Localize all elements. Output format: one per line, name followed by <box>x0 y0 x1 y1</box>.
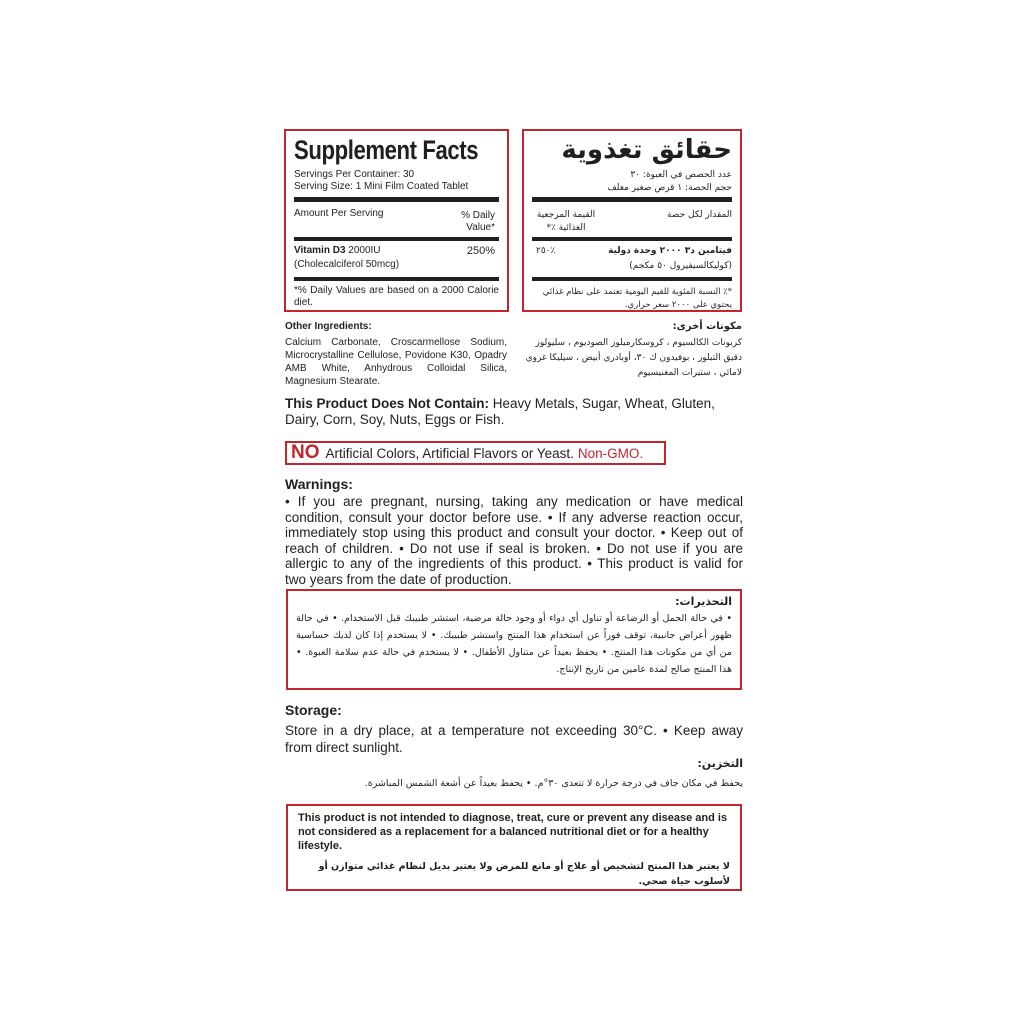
daily-value-header-en: % Daily Value* <box>461 210 495 233</box>
warnings-heading-ar: التحذيرات: <box>675 595 732 608</box>
no-banner-text: Artificial Colors, Artificial Flavors or Yeast. <box>325 445 574 461</box>
warnings-en <box>285 476 743 587</box>
disclaimer-panel <box>286 804 742 891</box>
storage-heading-en: Storage: <box>285 702 342 718</box>
divider-thick <box>532 197 732 202</box>
divider-thick <box>294 237 499 241</box>
storage-heading-ar: التخزين: <box>697 757 743 770</box>
servings-per-container-ar: عدد الحصص في العبوة: ٣٠ <box>630 170 732 180</box>
other-ingredients-heading-ar: مكونات أخرى: <box>672 321 742 332</box>
disclaimer-en: This product is not intended to diagnose, treat, cure or prevent any disease and is not considered as a replacement for a balanced nutritional diet or for a healthy lifestyle. <box>298 812 728 852</box>
supplement-facts-panel-ar <box>522 129 742 312</box>
facts-title-ar: حقائق تغذوية <box>561 135 732 165</box>
divider-thick <box>532 277 732 281</box>
storage-en <box>285 702 743 756</box>
warnings-heading-en: Warnings: <box>285 476 353 492</box>
warnings-text-ar: • في حالة الحمل أو الرضاعة أو تناول أي دواء أو وجود حالة مرضية، استشر طبيبك قبل الاستخدام. • في حالة ظهور أعراض جانبية، توقف فوراً عن استخدام هذا المنتج واستشر طبيبك. • لا يستخدم إذا كان لديك حساسية من أي من مكونات هذا المنتج. • يحفظ بعيداً عن متناول الأطفال. • لا يستخدم في حالة عدم سلامة العبوة. • هذا المنتج صالح لمدة عامين من تاريخ الإنتاج. <box>296 613 732 675</box>
servings-per-container-en: Servings Per Container: 30 <box>294 169 415 180</box>
does-not-contain <box>285 396 745 427</box>
nutrient-detail-en: (Cholecalciferol 50mcg) <box>294 259 400 270</box>
does-not-contain-label: This Product Does Not Contain: <box>285 396 489 411</box>
amount-per-serving-en: Amount Per Serving <box>294 208 384 219</box>
supplement-facts-panel-en <box>284 129 509 312</box>
serving-size-ar: حجم الحصة: ١ قرص صغير مغلف <box>607 183 732 193</box>
warnings-text-en: • If you are pregnant, nursing, taking any medication or have medical condition, consult your doctor before use. • If any adverse reaction occur, immediately stop using this product and consult your doctor. • Keep out of reach of children. • Do not use if seal is broken. • Do not use if you are allergic to any of the ingredients of this product. • This product is valid for two years from the date of production. <box>285 494 743 587</box>
daily-value-header-ar: القيمة المرجعية الغذائية ٪* <box>536 210 596 233</box>
divider-thick <box>532 237 732 241</box>
non-gmo-label: Non-GMO. <box>577 445 644 461</box>
other-ingredients-text-en: Calcium Carbonate, Croscarmellose Sodium, Microcrystalline Cellulose, Povidone K30, Opadry AMB White, Anhydrous Colloidal Silica, Magnesium Stearate. <box>285 337 507 387</box>
nutrient-amount-en: 2000IU <box>348 245 381 256</box>
facts-title-en: Supplement Facts <box>294 135 479 165</box>
nutrient-detail-ar: (كوليكالسيفيرول ٥٠ مكجم) <box>629 261 732 271</box>
nutrient-dv-en: 250% <box>466 245 495 257</box>
does-not-contain-text: Heavy Metals, Sugar, Wheat, Gluten, Dairy, Corn, Soy, Nuts, Eggs or Fish. <box>285 396 715 427</box>
disclaimer-ar: لا يعتبر هذا المنتج لتشخيص أو علاج أو مانع للمرض ولا يعتبر بديل لنظام غذائي متوازن أو لأسلوب حياة صحي. <box>318 861 730 887</box>
nutrient-row-en <box>294 245 494 257</box>
storage-text-ar: يحفظ في مكان جاف في درجة حرارة لا تتعدى ٣٠°م. • يحفظ بعيداً عن أشعة الشمس المباشرة. <box>364 778 743 789</box>
divider-thick <box>294 197 499 202</box>
nutrient-line-ar: فيتامين د٣ ٢٠٠٠ وحدة دولية <box>608 246 732 256</box>
storage-ar <box>285 756 743 792</box>
serving-size-en: Serving Size: 1 Mini Film Coated Tablet <box>294 181 469 192</box>
warnings-panel-ar <box>286 589 742 690</box>
footnote-ar: *٪ النسبة المئوية للقيم اليومية تعتمد على نظام غذائي يحتوي على ٢٠٠٠ سعر حراري. <box>542 287 732 310</box>
nutrient-dv-ar: ٪٢٥٠ <box>536 246 556 256</box>
other-ingredients-heading-en: Other Ingredients: <box>285 321 372 332</box>
no-label: NO <box>291 442 320 463</box>
no-artificial-banner <box>285 441 666 465</box>
footnote-en: *% Daily Values are based on a 2000 Calorie diet. <box>294 285 499 308</box>
other-ingredients-en <box>285 320 507 388</box>
nutrient-name-en: Vitamin D3 <box>294 245 346 256</box>
amount-per-serving-ar: المقدار لكل حصة <box>666 210 732 220</box>
other-ingredients-text-ar: كربونات الكالسيوم ، كروسكارميلوز الصوديوم ، سليولوز دقيق التبلور ، بوفيدون ك ٣٠، أوبادري أبيض ، سيليكا غروي لامائي ، ستيرات المغنيسيوم <box>525 338 742 378</box>
storage-text-en: Store in a dry place, at a temperature not exceeding 30°C. • Keep away from direct sunlight. <box>285 723 743 755</box>
divider-thick <box>294 277 499 281</box>
other-ingredients-ar <box>520 320 742 381</box>
